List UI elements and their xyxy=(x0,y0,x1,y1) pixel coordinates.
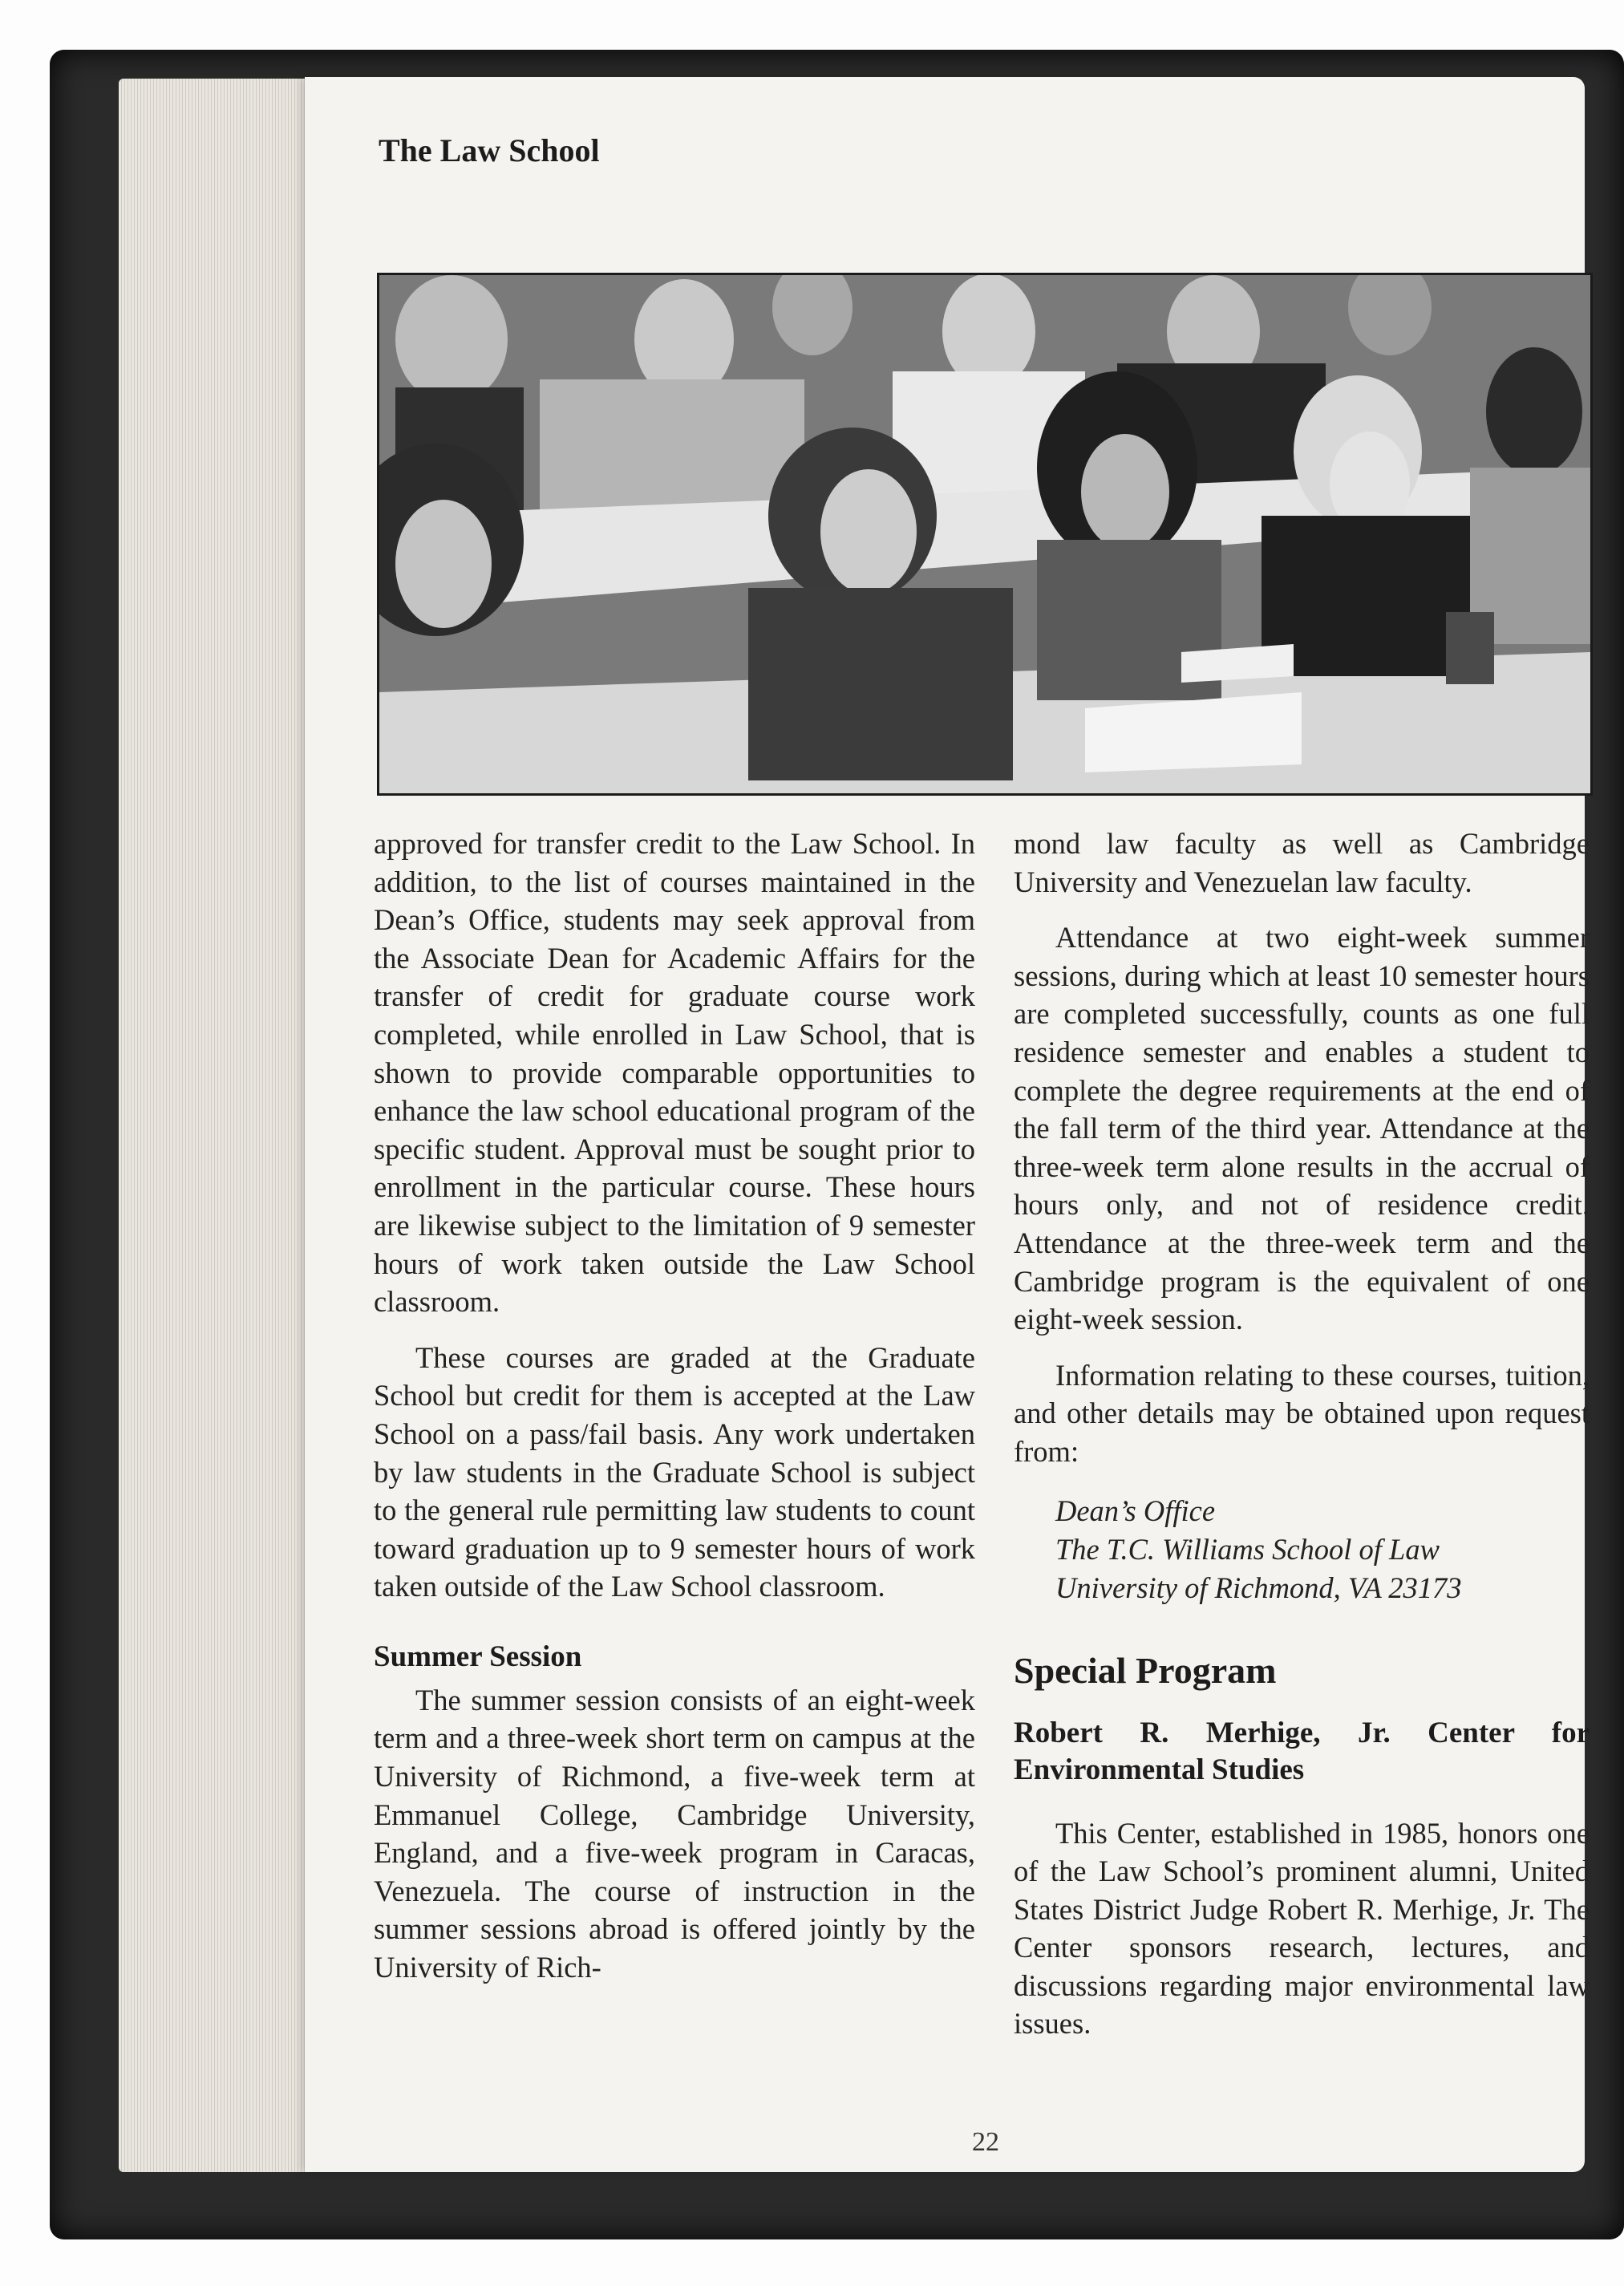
summer-session-heading: Summer Session xyxy=(374,1640,582,1673)
stacked-page-edges xyxy=(119,79,311,2172)
classroom-photo-illustration xyxy=(379,275,1590,793)
left-column xyxy=(374,825,975,2004)
classroom-photo xyxy=(377,273,1593,796)
paragraph: The summer session consists of an eight-week term and a three-week short term on campus at the University of Richmond, a five-week term at Emmanuel College, Cambridge University, England, and a five-week program in Caracas, Venezuela. The course of instruction in the summer sessions abroad is offered jointly by the University of Rich- xyxy=(374,1683,975,1984)
merhige-center-heading: Robert R. Merhige, Jr. Center for Environmental Studies xyxy=(1014,1716,1590,1786)
address-line: University of Richmond, VA 23173 xyxy=(1055,1571,1462,1604)
address-line: Dean’s Office xyxy=(1055,1494,1216,1527)
right-column xyxy=(1014,825,1590,2061)
paragraph: mond law faculty as well as Cambridge University and Venezuelan law faculty. xyxy=(1014,827,1590,898)
paragraph: These courses are graded at the Graduate School but credit for them is accepted at the Law School on a pass/fail basis. Any work undertaken by law students in the Graduate School is subject to the general rule permitting law students to count toward graduation up to 9 semester hours of work taken outside of the Law School classroom. xyxy=(374,1340,975,1603)
address-line: The T.C. Williams School of Law xyxy=(1055,1532,1440,1566)
running-head: The Law School xyxy=(379,132,600,168)
mailing-address xyxy=(1055,1492,1590,1607)
paragraph: approved for transfer credit to the Law School. In addition, to the list of courses maintained in the Dean’s Office, students may seek approval from the Associate Dean for Academic Affairs for the transfer of credit for graduate course work completed, while enrolled in Law School, that is shown to provide comparable opportunities to enhance the law school educational program of the specific student. Approval must be sought prior to enrollment in the particular course. These hours are likewise subject to the limitation of 9 semester hours of work taken outside the Law School classroom. xyxy=(374,827,975,1319)
paragraph: Attendance at two eight-week summer sessions, during which at least 10 semester hours are completed successfully, counts as one full residence semester and enables a student to complete the degree requirements at the end of the fall term of the third year. Attendance at the three-week term alone results in the accrual of hours only, and not of residence credit. Attendance at the three-week term and the Cambridge program is the equivalent of one eight-week session. xyxy=(1014,921,1590,1336)
special-program-heading: Special Program xyxy=(1014,1649,1277,1691)
paragraph: Information relating to these courses, tuition, and other details may be obtained upon request from: xyxy=(1014,1358,1590,1468)
page-number: 22 xyxy=(972,2127,999,2157)
paragraph: This Center, established in 1985, honors one of the Law School’s prominent alumni, United States District Judge Robert R. Merhige, Jr. The Center sponsors research, lectures, and discussions regarding major environmental law issues. xyxy=(1014,1816,1590,2041)
